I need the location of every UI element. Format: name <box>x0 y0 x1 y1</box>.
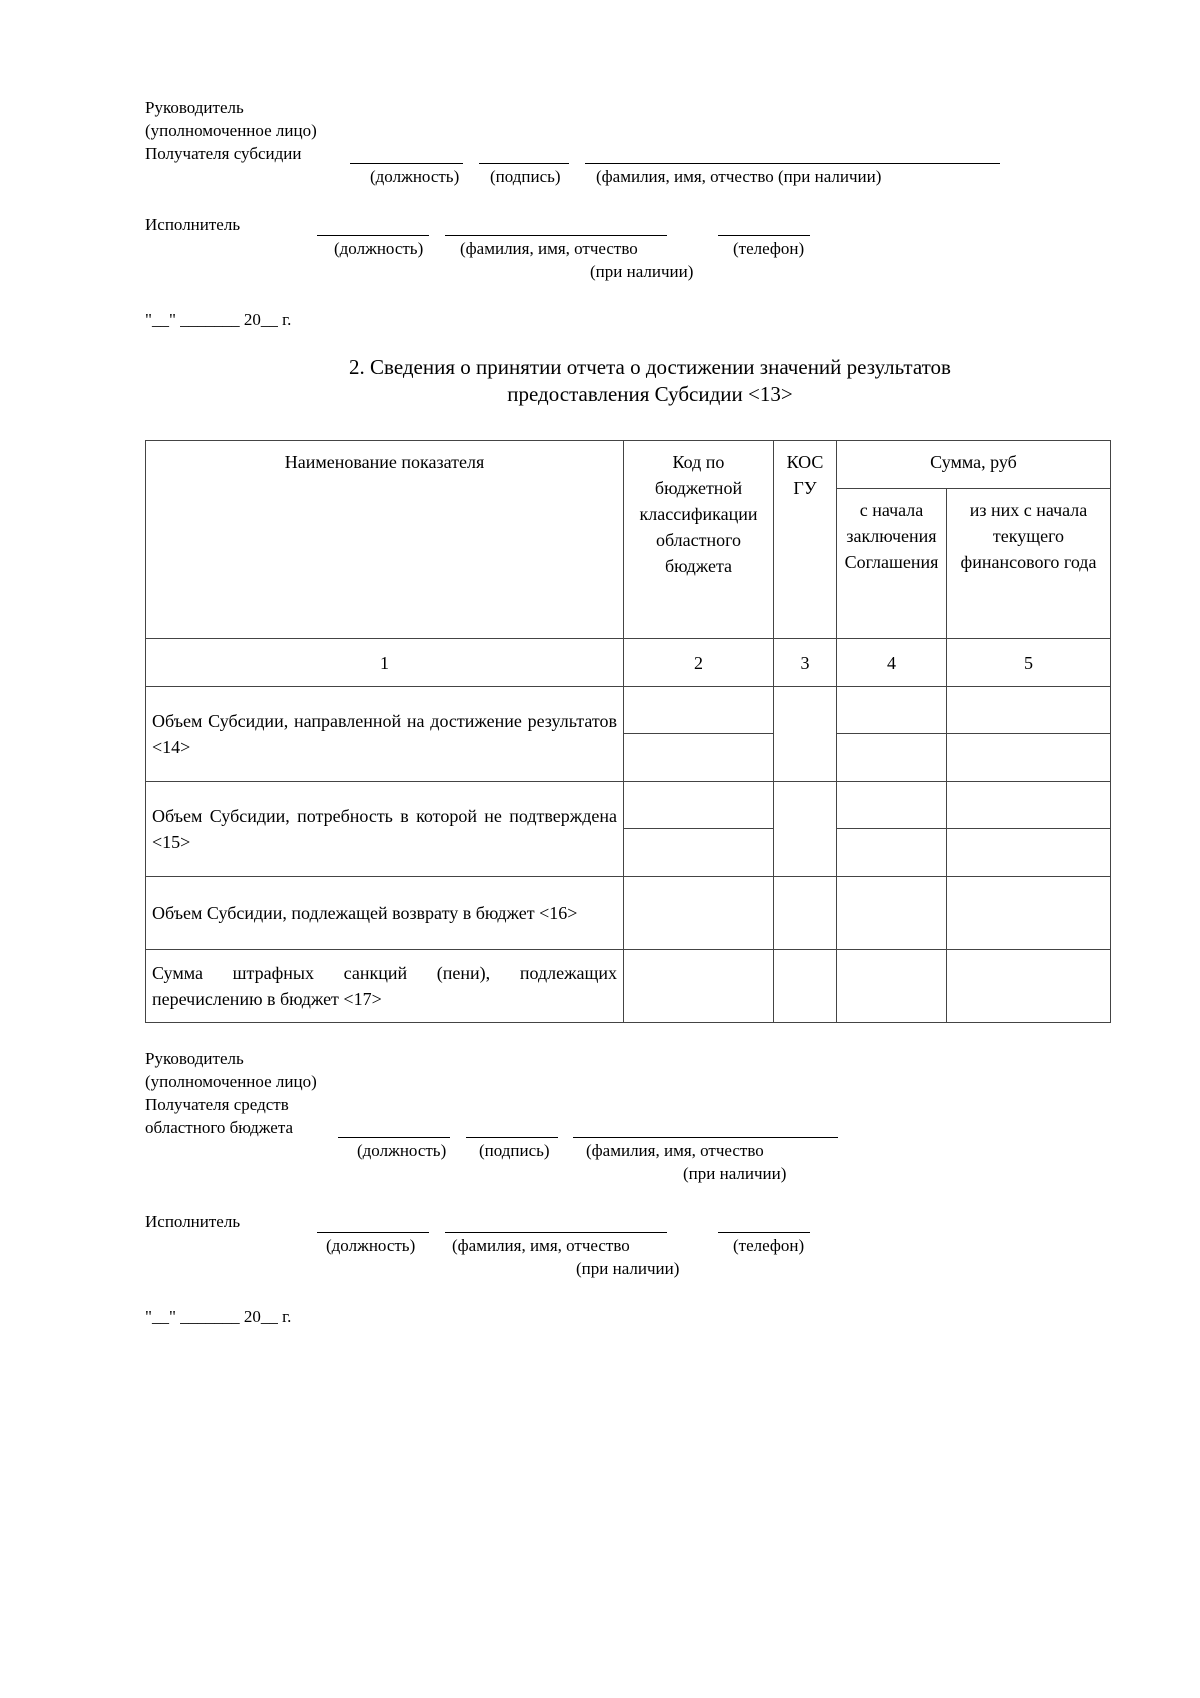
executor-label: Исполнитель <box>145 215 241 234</box>
header-sum-current-year: из них с начала текущего финансового года <box>947 489 1111 639</box>
column-number-4: 4 <box>837 639 947 687</box>
signer2-caption-fullname-cont: (при наличии) <box>683 1164 787 1183</box>
executor2-caption-position: (должность) <box>326 1236 416 1255</box>
signer2-position-line <box>338 1137 450 1138</box>
section-title-line-2: предоставления Субсидии <13> <box>507 382 793 406</box>
header-sum-from-agreement-start: с начала заключения Соглашения <box>837 489 947 639</box>
signer2-caption-position: (должность) <box>357 1141 447 1160</box>
row-penalties: Сумма штрафных санкций (пени), подлежащих перечислению в бюджет <17> <box>146 950 624 1023</box>
table-cell <box>774 687 837 782</box>
table-cell <box>837 877 947 950</box>
table-cell <box>837 734 947 782</box>
header-kosgu: КОС ГУ <box>774 441 837 639</box>
table-cell <box>774 782 837 877</box>
table-cell <box>837 782 947 829</box>
table-cell <box>624 687 774 734</box>
table-cell <box>837 829 947 877</box>
signer2-title-line-2: (уполномоченное лицо) <box>145 1072 317 1091</box>
row-subsidy-return: Объем Субсидии, подлежащей возврату в бюджет <16> <box>146 877 624 950</box>
table-cell <box>947 687 1111 734</box>
table-cell <box>947 950 1111 1023</box>
table-cell <box>624 734 774 782</box>
section-title-line-1: 2. Сведения о принятии отчета о достижении значений результатов <box>349 355 951 379</box>
date-line-2: "__" _______ 20__ г. <box>145 1307 292 1326</box>
signer-title-line-3: Получателя субсидии <box>145 144 302 163</box>
executor2-fullname-line <box>445 1232 667 1233</box>
table-cell <box>624 782 774 829</box>
column-number-5: 5 <box>947 639 1111 687</box>
column-number-3: 3 <box>774 639 837 687</box>
header-budget-code: Код по бюджетной классификации областного бюджета <box>624 441 774 639</box>
table-cell <box>624 829 774 877</box>
table-cell <box>837 950 947 1023</box>
executor-caption-position: (должность) <box>334 239 424 258</box>
table-cell <box>947 782 1111 829</box>
signer2-caption-signature: (подпись) <box>479 1141 550 1160</box>
caption-position: (должность) <box>370 167 460 186</box>
signer-title-line-2: (уполномоченное лицо) <box>145 121 317 140</box>
executor2-caption-fullname: (фамилия, имя, отчество <box>452 1236 630 1255</box>
column-number-2: 2 <box>624 639 774 687</box>
table-cell <box>624 877 774 950</box>
executor-fullname-line <box>445 235 667 236</box>
signer2-signature-line <box>466 1137 558 1138</box>
header-indicator-name: Наименование показателя <box>146 441 624 639</box>
column-number-1: 1 <box>146 639 624 687</box>
signer2-fullname-line <box>573 1137 838 1138</box>
table-cell <box>837 687 947 734</box>
signature-line <box>479 163 569 164</box>
fullname-signature-line <box>585 163 1000 164</box>
table-cell <box>774 877 837 950</box>
row-subsidy-directed: Объем Субсидии, направленной на достижение результатов <14> <box>146 687 624 782</box>
executor2-label: Исполнитель <box>145 1212 241 1231</box>
table-cell <box>947 877 1111 950</box>
executor2-caption-phone: (телефон) <box>733 1236 805 1255</box>
executor-caption-phone: (телефон) <box>733 239 805 258</box>
signer2-title-line-1: Руководитель <box>145 1049 244 1068</box>
header-sum: Сумма, руб <box>837 441 1111 489</box>
executor-position-line <box>317 235 429 236</box>
row-subsidy-unconfirmed: Объем Субсидии, потребность в которой не подтверждена <15> <box>146 782 624 877</box>
executor-caption-fullname-cont: (при наличии) <box>590 262 694 281</box>
table-cell <box>947 829 1111 877</box>
executor2-position-line <box>317 1232 429 1233</box>
signer-title-line-1: Руководитель <box>145 98 244 117</box>
signer2-caption-fullname: (фамилия, имя, отчество <box>586 1141 764 1160</box>
caption-signature: (подпись) <box>490 167 561 186</box>
executor2-caption-fullname-cont: (при наличии) <box>576 1259 680 1278</box>
executor2-phone-line <box>718 1232 810 1233</box>
executor-caption-fullname: (фамилия, имя, отчество <box>460 239 638 258</box>
table-cell <box>774 950 837 1023</box>
table-cell <box>947 734 1111 782</box>
signer2-title-line-3: Получателя средств <box>145 1095 289 1114</box>
caption-fullname: (фамилия, имя, отчество (при наличии) <box>596 167 882 186</box>
executor-phone-line <box>718 235 810 236</box>
date-line: "__" _______ 20__ г. <box>145 310 292 329</box>
report-acceptance-table <box>145 440 1111 1023</box>
table-cell <box>624 950 774 1023</box>
signer2-title-line-4: областного бюджета <box>145 1118 294 1137</box>
position-signature-line <box>350 163 463 164</box>
